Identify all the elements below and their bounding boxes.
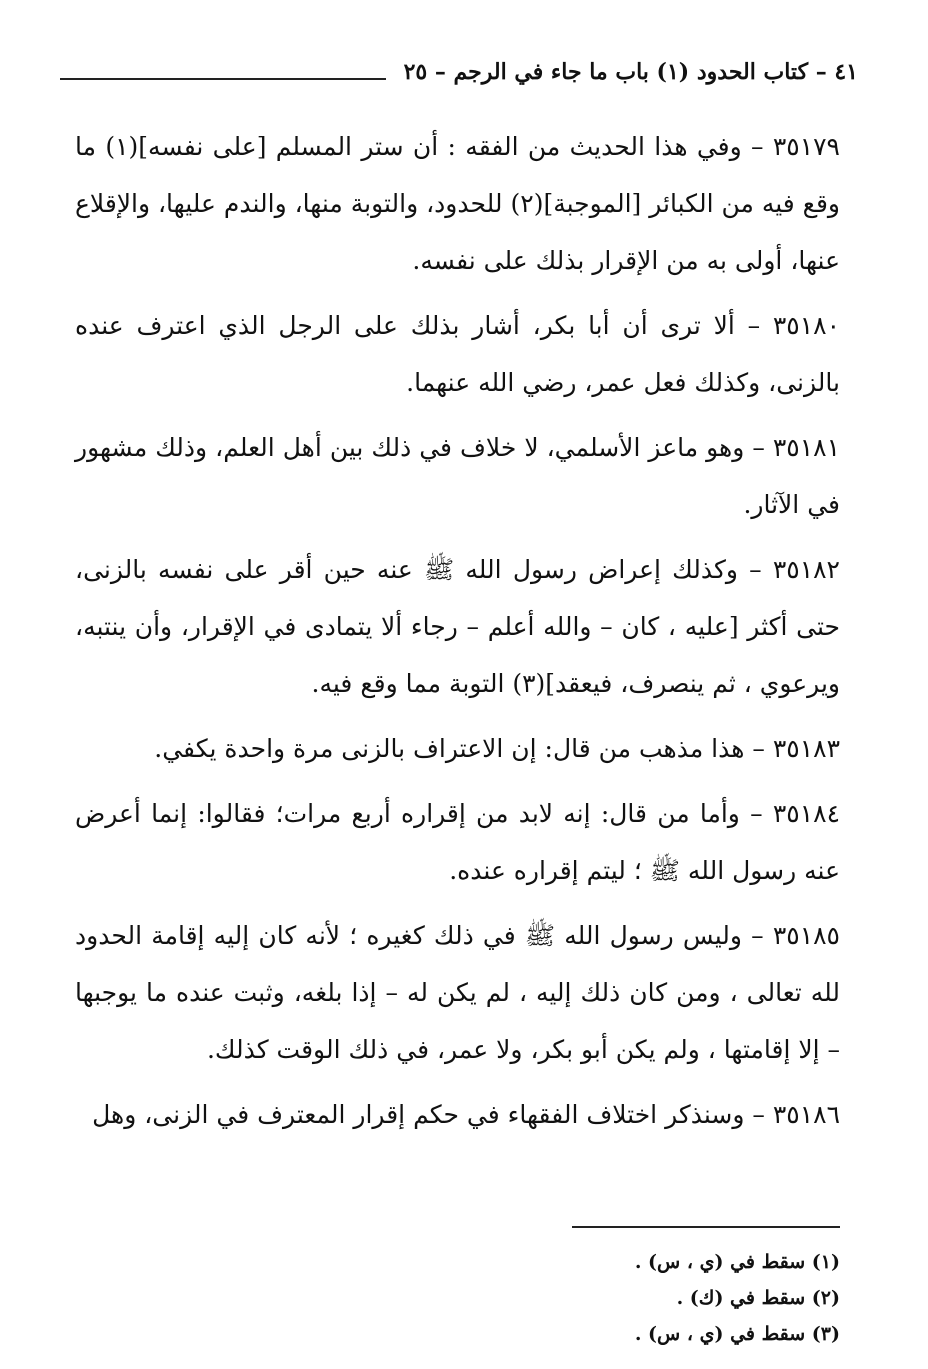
- paragraph: ٣٥١٨٣ – هذا مذهب من قال: إن الاعتراف بالزنى مرة واحدة يكفي.: [154, 734, 840, 763]
- paragraph-number: ٣٥١٨٠: [772, 311, 840, 340]
- paragraph: ٣٥١٨٥ – وليس رسول الله ﷺ في ذلك كغيره ؛ لأنه كان إليه إقامة الحدود لله تعالى ، ومن كان ذلك إليه ، لم يكن له – إذا بلغه، وثبت عنده ما يوجبها – إلا إقامتها ، ولم يكن أبو بكر، ولا عمر، في ذلك الوقت كذلك.: [75, 921, 840, 1064]
- paragraph-number: ٣٥١٨٣: [772, 734, 840, 763]
- paragraph-text: وفي هذا الحديث من الفقه : أن ستر المسلم [على نفسه](١) ما وقع فيه من الكبائر [الموجبة](٢) للحدود، والتوبة منها، والندم عليها، والإقلاع عنها، أولى به من الإقرار بذلك على نفسه.: [74, 132, 840, 275]
- paragraph-text: هذا مذهب من قال: إن الاعتراف بالزنى مرة واحدة يكفي.: [154, 734, 745, 763]
- paragraph: ٣٥١٨٤ – وأما من قال: إنه لابد من إقراره أربع مرات؛ فقالوا: إنما أعرض عنه رسول الله ﷺ ؛ ليتم إقراره عنده.: [75, 799, 840, 885]
- paragraph-text: وأما من قال: إنه لابد من إقراره أربع مرات؛ فقالوا: إنما أعرض عنه رسول الله ﷺ ؛ ليتم إقراره عنده.: [75, 799, 840, 885]
- header-title: ٤١ – كتاب الحدود (١) باب ما جاء في الرجم – ٢٥: [403, 59, 858, 85]
- header-rule: [60, 78, 386, 80]
- footnotes: [300, 1244, 840, 1352]
- footnote-separator: [572, 1226, 840, 1228]
- running-header: [60, 52, 858, 92]
- paragraph: ٣٥١٨٢ – وكذلك إعراض رسول الله ﷺ عنه حين أقر على نفسه بالزنى، حتى أكثر [عليه ، كان – والله أعلم – رجاء ألا يتمادى في الإقرار، وأن ينتبه، ويرعوي ، ثم ينصرف، فيعقد](٣) التوبة مما وقع فيه.: [75, 555, 840, 698]
- paragraph-text: وكذلك إعراض رسول الله ﷺ عنه حين أقر على نفسه بالزنى، حتى أكثر [عليه ، كان – والله أعلم – رجاء ألا يتمادى في الإقرار، وأن ينتبه، ويرعوي ، ثم ينصرف، فيعقد](٣) التوبة مما وقع فيه.: [75, 555, 840, 698]
- paragraph-number: ٣٥١٨٢: [772, 555, 840, 584]
- footnote: (١) سقط في (ي ، س) .: [634, 1251, 840, 1273]
- paragraph-text: وهو ماعز الأسلمي، لا خلاف في ذلك بين أهل العلم، وذلك مشهور في الآثار.: [75, 433, 840, 519]
- footnote: (٣) سقط في (ي ، س) .: [634, 1323, 840, 1345]
- paragraph: ٣٥١٨٠ – ألا ترى أن أبا بكر، أشار بذلك على الرجل الذي اعترف عنده بالزنى، وكذلك فعل عمر، رضي الله عنهما.: [75, 311, 840, 397]
- paragraph: ٣٥١٨١ – وهو ماعز الأسلمي، لا خلاف في ذلك بين أهل العلم، وذلك مشهور في الآثار.: [75, 433, 840, 519]
- paragraph-number: ٣٥١٨١: [772, 433, 840, 462]
- footnote: (٢) سقط في (ك) .: [676, 1287, 840, 1309]
- paragraph-text: ألا ترى أن أبا بكر، أشار بذلك على الرجل الذي اعترف عنده بالزنى، وكذلك فعل عمر، رضي الله عنهما.: [75, 311, 840, 397]
- paragraph-number: ٣٥١٨٤: [772, 799, 840, 828]
- paragraph-text: وليس رسول الله ﷺ في ذلك كغيره ؛ لأنه كان إليه إقامة الحدود لله تعالى ، ومن كان ذلك إليه ، لم يكن له – إذا بلغه، وثبت عنده ما يوجبها – إلا إقامتها ، ولم يكن أبو بكر، ولا عمر، في ذلك الوقت كذلك.: [75, 921, 840, 1064]
- paragraph-number: ٣٥١٨٦: [772, 1100, 840, 1129]
- paragraph-number: ٣٥١٨٥: [772, 921, 840, 950]
- paragraph-text: وسنذكر اختلاف الفقهاء في حكم إقرار المعترف في الزنى، وهل: [92, 1100, 745, 1129]
- paragraph: ٣٥١٨٦ – وسنذكر اختلاف الفقهاء في حكم إقرار المعترف في الزنى، وهل: [92, 1100, 840, 1129]
- main-text: [75, 118, 840, 1151]
- paragraph: ٣٥١٧٩ – وفي هذا الحديث من الفقه : أن ستر المسلم [على نفسه](١) ما وقع فيه من الكبائر [الموجبة](٢) للحدود، والتوبة منها، والندم عليها، والإقلاع عنها، أولى به من الإقرار بذلك على نفسه.: [74, 132, 840, 275]
- paragraph-number: ٣٥١٧٩: [772, 132, 840, 161]
